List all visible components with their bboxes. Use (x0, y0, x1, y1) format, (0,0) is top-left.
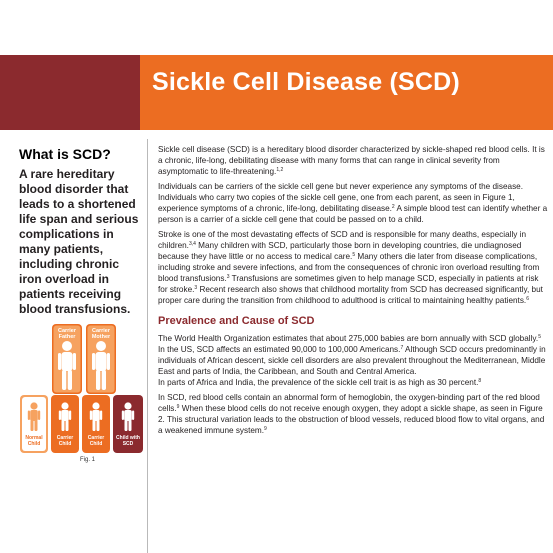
reference-superscript: 2 (391, 204, 395, 210)
sidebar-heading: What is SCD? (19, 146, 111, 162)
reference-superscript: 7 (400, 345, 404, 351)
reference-superscript: 3 (226, 274, 230, 280)
carrier-father-label-1: Carrier (57, 328, 77, 334)
paragraph-carriers (158, 181, 548, 225)
paragraph-prevalence (158, 333, 548, 377)
reference-superscript: 3 (194, 285, 198, 291)
normal-child-label-1: Normal (25, 435, 43, 441)
paragraph-text: In the US, SCD affects an estimated 90,000 to 100,000 Americans. (158, 345, 401, 354)
paragraph-definition (158, 144, 548, 177)
paragraph-hemoglobin (158, 392, 548, 436)
scd-child-label-2: SCD (122, 441, 134, 447)
normal-child-label-2: Child (27, 441, 41, 447)
paragraph-text: In parts of Africa and India, the prevalence of the sickle cell trait is as high as 30 percent. (158, 378, 479, 387)
paragraph-text: Individuals can be carriers of the sickle cell gene but never experience any symptoms of the disease. Individuals who carry two copies of the sickle cell gene, one from each parent, as seen in Figure 1, experience symptoms of a chronic, life-long, debilitating disease. (158, 182, 523, 213)
article-body (158, 144, 548, 440)
inheritance-figure (18, 322, 146, 467)
carrier-child-2-label-1: Carrier (87, 435, 105, 441)
reference-superscript: 8 (478, 378, 482, 384)
paragraph-text: Sickle cell disease (SCD) is a hereditary blood disorder characterized by sickle-shaped red blood cells. It is a chronic, life-long, debilitating disease with many forms that can range in clinical severity from asymptomatic to life-threatening. (158, 145, 545, 176)
paragraph-text: Transfusions are sometimes given to help manage SCD, especially in patients at risk for stroke. (158, 274, 539, 294)
carrier-mother-label-1: Carrier (91, 328, 111, 334)
scd-child-card (113, 395, 143, 453)
paragraph-africa-india (158, 377, 548, 388)
paragraph-text: The World Health Organization estimates that about 275,000 babies are born annually with SCD globally. (158, 334, 539, 343)
carrier-mother-card (86, 324, 116, 394)
paragraph-text: Stroke is one of the most devastating effects of SCD and is responsible for many deaths, especially in children. (158, 230, 527, 250)
inheritance-diagram (18, 322, 146, 467)
paragraph-stroke (158, 229, 548, 306)
paragraph-text: Recent research also shows that childhood mortality from SCD has decreased significantly, but proper care during the transition from childhood to adulthood is critical to maintaining healthy patients. (158, 285, 543, 305)
reference-superscript: 9 (264, 426, 267, 432)
reference-superscript: 5 (538, 334, 541, 340)
carrier-child-1-card (51, 395, 79, 453)
carrier-father-label-2: Father (58, 334, 76, 340)
carrier-child-1-label-1: Carrier (56, 435, 74, 441)
page-title: Sickle Cell Disease (SCD) (152, 68, 460, 96)
reference-superscript: 6 (526, 296, 529, 302)
figure-caption: Fig. 1 (80, 457, 96, 463)
header-band-maroon (0, 55, 140, 130)
reference-superscript: 3,4 (188, 241, 196, 247)
carrier-mother-label-2: Mother (91, 334, 111, 340)
paragraph-text: Many others die later from disease complications, including stroke and severe infections, and from the consequences of chronic iron overload resulting from blood transfusions. (158, 252, 540, 283)
reference-superscript: 5 (352, 252, 356, 258)
paragraph-text: Although SCD occurs predominantly in individuals of African descent, sickle cell disorders are also prevalent throughout the Mediterranean, Middle East and parts of India, the Caribbean, and South and Central America. (158, 345, 546, 376)
section-heading-prevalence: Prevalence and Cause of SCD (158, 315, 315, 327)
carrier-child-1-label-2: Child (58, 441, 72, 447)
carrier-child-2-card (82, 395, 110, 453)
normal-child-card (20, 395, 48, 453)
paragraph-text: A simple blood test can identify whether a person is a carrier of a sickle cell gene that could be passed on to a child. (158, 204, 548, 224)
paragraph-text: Many children with SCD, particularly those born in developing countries, die undiagnosed because they have little or no access to medical care. (158, 241, 522, 261)
carrier-father-card (52, 324, 82, 394)
column-divider (147, 139, 148, 553)
paragraph-text: When these blood cells do not receive enough oxygen, they adopt a sickle shape, as seen in Figure 2. This structural variation leads to the obstruction of blood vessels, reduced blood flow to vital organs, and a weakened immune system. (158, 404, 545, 435)
paragraph-text: In SCD, red blood cells contain an abnormal form of hemoglobin, the oxygen-binding part of the red blood cells. (158, 393, 540, 413)
sidebar-summary: A rare hereditary blood disorder that leads to a shortened life span and serious complications in many patients, including chronic iron overload in patients receiving blood transfusions. (19, 167, 139, 316)
carrier-child-2-label-2: Child (89, 441, 103, 447)
reference-superscript: 1,2 (276, 167, 284, 173)
scd-child-label-1: Child with (116, 435, 140, 441)
reference-superscript: 9 (176, 404, 180, 410)
